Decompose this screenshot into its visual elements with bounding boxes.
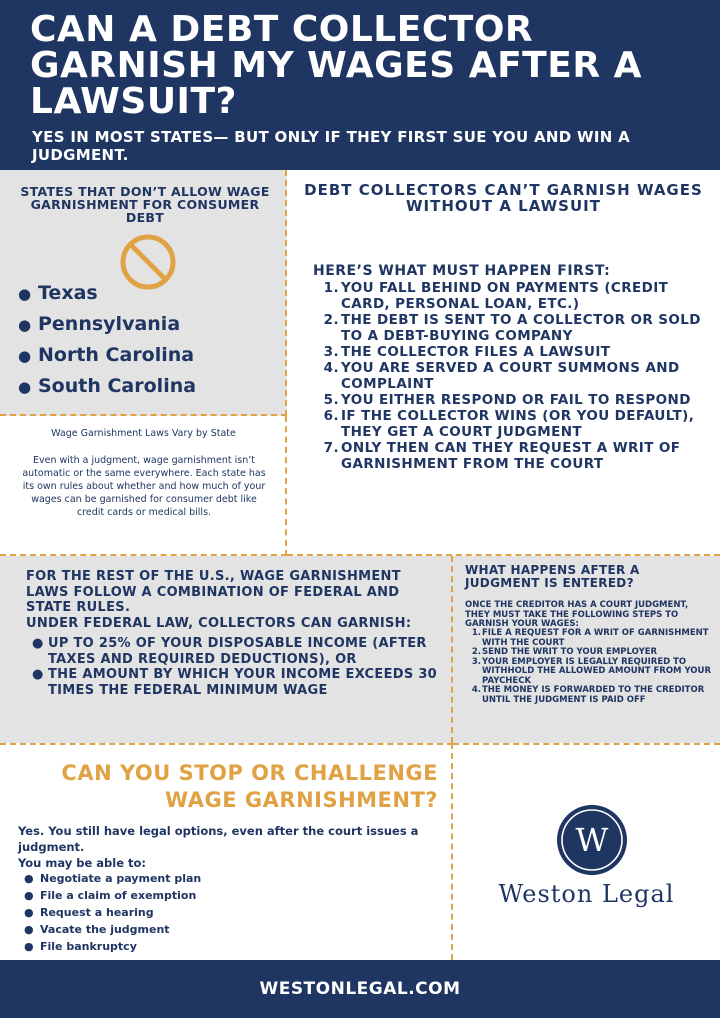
list-item [24, 938, 201, 955]
list-item [18, 278, 196, 309]
logo-letter: W [575, 821, 609, 859]
step-text: YOU ARE SERVED A COURT SUMMONS AND COMPLAINT [341, 360, 680, 392]
list-item: 5. YOU EITHER RESPOND OR FAIL TO RESPOND [323, 392, 691, 408]
state-name: South Carolina [38, 375, 197, 397]
after-judgment-title: WHAT HAPPENS AFTER A JUDGMENT IS ENTERED? [465, 563, 640, 590]
bullet-text: UP TO 25% OF YOUR DISPOSABLE INCOME (AFTER TAXES AND REQUIRED DEDUCTIONS), OR [48, 636, 427, 667]
step-text: YOU FALL BEHIND ON PAYMENTS (CREDIT CARD, PERSONAL LOAN, ETC.) [341, 280, 669, 312]
after-judgment-panel [453, 556, 720, 743]
federal-bullets-list [32, 636, 440, 698]
step-text: THE DEBT IS SENT TO A COLLECTOR OR SOLD TO A DEBT-BUYING COMPANY [341, 312, 701, 344]
list-item [24, 904, 201, 921]
bullet-icon: ● [24, 940, 34, 953]
list-item [18, 371, 196, 402]
step-text: IF THE COLLECTOR WINS (OR YOU DEFAULT), THEY GET A COURT JUDGMENT [341, 408, 695, 440]
bullet-icon: ● [32, 667, 44, 682]
bullet-icon: ● [24, 906, 34, 919]
lawsuit-panel [287, 170, 720, 556]
federal-line-2: UNDER FEDERAL LAW, COLLECTORS CAN GARNISH: [26, 615, 412, 631]
laws-vary-title: Wage Garnishment Laws Vary by State [51, 428, 236, 439]
footer-banner [0, 960, 720, 1018]
list-item: 2. THE DEBT IS SENT TO A COLLECTOR OR SOLD TO A DEBT-BUYING COMPANY [319, 312, 709, 344]
website-link[interactable]: WESTONLEGAL.COM [259, 979, 461, 999]
bullet-text: THE AMOUNT BY WHICH YOUR INCOME EXCEEDS 30 TIMES THE FEDERAL MINIMUM WAGE [48, 667, 438, 698]
step-text: SEND THE WRIT TO YOUR EMPLOYER [482, 647, 658, 657]
step-text: FILE A REQUEST FOR A WRIT OF GARNISHMENT WITH THE COURT [482, 628, 709, 648]
steps-intro: HERE’S WHAT MUST HAPPEN FIRST: [313, 263, 611, 279]
list-item: 1. YOU FALL BEHIND ON PAYMENTS (CREDIT CARD, PERSONAL LOAN, ETC.) [319, 280, 709, 312]
step-text: YOUR EMPLOYER IS LEGALLY REQUIRED TO WITHHOLD THE ALLOWED AMOUNT FROM YOUR PAYCHECK [482, 656, 711, 686]
state-name: Texas [38, 282, 98, 304]
laws-vary-panel [0, 416, 287, 556]
federal-law-text [26, 569, 446, 631]
step-text: THE MONEY IS FORWARDED TO THE CREDITOR UNTIL THE JUDGMENT IS PAID OFF [482, 685, 705, 705]
list-item: 3. THE COLLECTOR FILES A LAWSUIT [323, 344, 611, 360]
step-text: THE COLLECTOR FILES A LAWSUIT [341, 344, 611, 360]
lawsuit-title: DEBT COLLECTORS CAN’T GARNISH WAGES WITHOUT A LAWSUIT [304, 181, 703, 215]
bullet-icon: ● [18, 285, 32, 303]
after-judgment-steps [467, 629, 713, 705]
option-text: Negotiate a payment plan [40, 872, 202, 885]
bullet-icon: ● [18, 316, 32, 334]
federal-line-1: FOR THE REST OF THE U.S., WAGE GARNISHMENT LAWS FOLLOW A COMBINATION OF FEDERAL AND STATE RULES. [26, 569, 401, 615]
list-item: 4. YOU ARE SERVED A COURT SUMMONS AND COMPLAINT [319, 360, 709, 392]
list-item [24, 921, 201, 938]
bullet-icon: ● [32, 636, 44, 651]
stop-garnishment-body: Yes. You still have legal options, even after the court issues a judgment. [18, 824, 419, 854]
stop-garnishment-panel [0, 743, 453, 960]
page-subtitle: YES IN MOST STATES— BUT ONLY IF THEY FIRST SUE YOU AND WIN A JUDGMENT. [32, 128, 631, 164]
stop-garnishment-title: CAN YOU STOP OR CHALLENGE WAGE GARNISHMENT? [61, 761, 438, 812]
step-text: YOU EITHER RESPOND OR FAIL TO RESPOND [341, 392, 691, 408]
state-name: Pennsylvania [38, 313, 181, 335]
list-item [18, 309, 196, 340]
step-text: ONLY THEN CAN THEY REQUEST A WRIT OF GARNISHMENT FROM THE COURT [341, 440, 681, 472]
options-label: You may be able to: [18, 856, 147, 870]
brand-name: Weston Legal [498, 880, 675, 908]
list-item: 7. ONLY THEN CAN THEY REQUEST A WRIT OF GARNISHMENT FROM THE COURT [319, 440, 709, 472]
states-list [18, 278, 196, 402]
list-item [32, 667, 440, 698]
list-item: 4. THE MONEY IS FORWARDED TO THE CREDITOR UNTIL THE JUDGMENT IS PAID OFF [467, 686, 713, 705]
list-item: 3. YOUR EMPLOYER IS LEGALLY REQUIRED TO WITHHOLD THE ALLOWED AMOUNT FROM YOUR PAYCHECK [471, 656, 711, 686]
bullet-icon: ● [18, 347, 32, 365]
lawsuit-steps-list [319, 280, 709, 472]
bullet-icon: ● [24, 889, 34, 902]
laws-vary-body: Even with a judgment, wage garnishment isn’t automatic or the same everywhere. Each state has its own rules about whether and how much of your wages can be garnished for consumer debt like credit cards or medical bills. [22, 455, 266, 518]
options-list [24, 870, 201, 955]
header-banner [0, 0, 720, 170]
list-item: 2. SEND THE WRIT TO YOUR EMPLOYER [471, 647, 658, 657]
states-panel [0, 170, 287, 416]
logo-panel [453, 743, 720, 960]
list-item [32, 636, 440, 667]
logo-mark-icon [555, 803, 629, 877]
list-item [24, 887, 201, 904]
option-text: Request a hearing [40, 906, 154, 919]
option-text: Vacate the judgment [40, 923, 170, 936]
option-text: File bankruptcy [40, 940, 137, 953]
states-title: STATES THAT DON’T ALLOW WAGE GARNISHMENT FOR CONSUMER DEBT [20, 184, 270, 225]
after-judgment-intro: ONCE THE CREDITOR HAS A COURT JUDGMENT, THEY MUST TAKE THE FOLLOWING STEPS TO GARNISH YOUR WAGES: [465, 600, 689, 629]
list-item [18, 340, 196, 371]
list-item: 6. IF THE COLLECTOR WINS (OR YOU DEFAULT), THEY GET A COURT JUDGMENT [319, 408, 709, 440]
option-text: File a claim of exemption [40, 889, 197, 902]
list-item: 1. FILE A REQUEST FOR A WRIT OF GARNISHMENT WITH THE COURT [467, 629, 713, 648]
list-item [24, 870, 201, 887]
bullet-icon: ● [24, 872, 34, 885]
federal-law-panel [0, 556, 453, 743]
state-name: North Carolina [38, 344, 195, 366]
page-title: CAN A DEBT COLLECTOR GARNISH MY WAGES AFTER A LAWSUIT? [30, 9, 642, 122]
bullet-icon: ● [24, 923, 34, 936]
bullet-icon: ● [18, 378, 32, 396]
